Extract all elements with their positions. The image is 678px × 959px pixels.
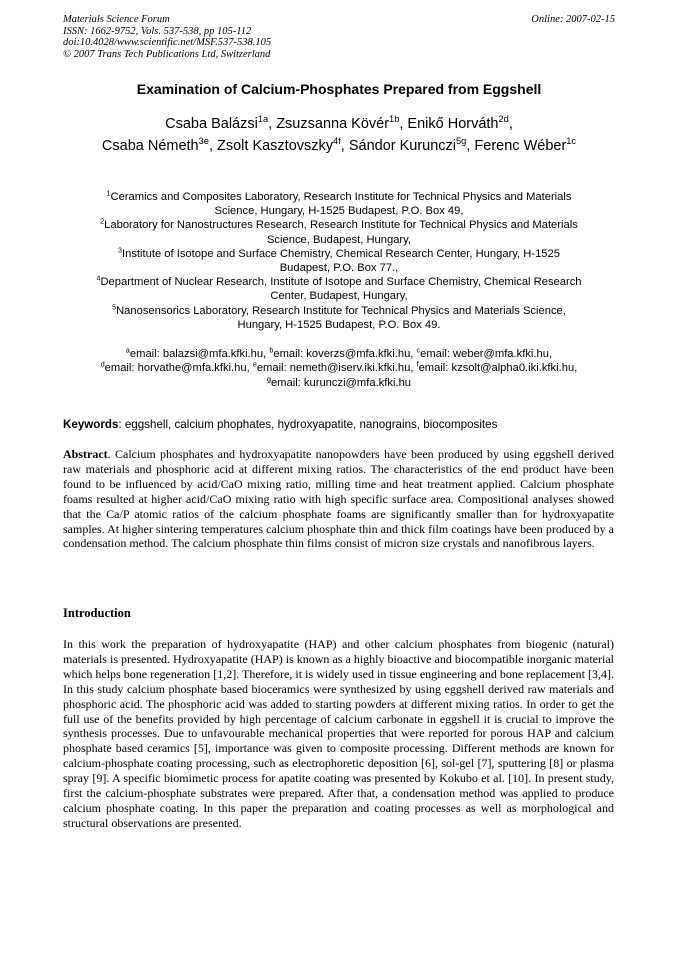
doi: doi:10.4028/www.scientific.net/MSF.537-538.105 <box>63 37 272 49</box>
author-name: Sándor Kurunczi <box>348 138 457 154</box>
affiliation: $^1$Ceramics and Composites Laboratory, Research Institute for Technical Physics and Materials Science, Hungary, H-1525 Budapest, P.O. Box 49, <box>106 189 572 218</box>
email-link[interactable]: email: kurunczi@mfa.kfki.hu <box>270 376 412 389</box>
email-list <box>52 347 626 390</box>
author-name: Zsolt Kasztovszky <box>217 138 334 154</box>
affiliations <box>60 190 618 332</box>
author-line: Csaba Balázsi$^{1a}$, Zsuzsanna Kövér$^{1b}$, Enikő Horváth$^{2d}$, <box>165 114 513 132</box>
online-date: Online: 2007-02-15 <box>531 14 615 25</box>
affiliation: $^4$Department of Nuclear Research, Institute of Isotope and Surface Chemistry, Chemical Research Center, Budapest, Hungary, <box>96 274 582 303</box>
author-sup: 2d <box>498 114 509 125</box>
email-link[interactable]: email: nemeth@iserv.iki.kfki.hu, <box>256 362 417 375</box>
author-line: Csaba Németh$^{3e}$, Zsolt Kasztovszky$^{4f}$, Sándor Kurunczi$^{5g}$, Ferenc Wéber$^{1c}$ <box>101 136 577 154</box>
author-name: Csaba Németh <box>101 138 199 154</box>
journal-header <box>63 14 271 60</box>
author-name: Zsuzsanna Kövér <box>276 116 390 132</box>
affiliation: $^5$Nanosensorics Laboratory, Research Institute for Technical Physics and Materials Science, Hungary, H-1525 Budapest, P.O. Box 49. <box>112 302 566 331</box>
keywords-label: Keywords <box>63 418 119 431</box>
issn: ISSN: 1662-9752, Vols. 537-538, pp 105-112 <box>63 25 252 37</box>
author-name: Csaba Balázsi <box>165 116 258 132</box>
affiliation: $^3$Institute of Isotope and Surface Chemistry, Chemical Research Center, Hungary, H-1525 Budapest, P.O. Box 77., <box>118 246 560 275</box>
email-line: $^g$email: kurunczi@mfa.kfki.hu <box>266 375 412 389</box>
abstract-label: Abstract <box>63 447 108 461</box>
email-line: $^d$email: horvathe@mfa.kfki.hu, $^e$email: nemeth@iserv.iki.kfki.hu, $^f$email: kzsolt@alpha0.iki.kfki.hu, <box>100 360 578 375</box>
author-name: Ferenc Wéber <box>474 138 567 154</box>
author-sup: 4f <box>333 136 341 147</box>
section-heading-introduction: Introduction <box>63 606 131 620</box>
email-line: $^a$email: balazsi@mfa.kfki.hu, $^b$email: koverzs@mfa.kfki.hu, $^c$email: weber@mfa.kfki.hu, <box>125 346 553 360</box>
journal-name: Materials Science Forum <box>63 14 170 25</box>
author-sup: 1c <box>566 136 577 147</box>
email-link[interactable]: email: kzsolt@alpha0.iki.kfki.hu, <box>418 362 578 375</box>
abstract-text: . Calcium phosphates and hydroxyapatite nanopowders have been produced by using eggshell derived raw materials and phosphoric acid at different mixing ratios. The characteristics of the end product have been found to be influenced by acid/CaO mixing ratio, milling time and heat treatment applied. Calcium phosphate foams resulted at higher acid/CaO mixing ratio with high specific surface area. Compositional analyses showed that the Ca/P atomic ratios of the calcium phosphate foams are significantly smaller than for hydroxyapatite samples. At higher sintering temperatures calcium phosphate thin and thick film coatings have been produced by a condensation method. The calcium phosphate thin films consist of micron size crystals and nanofibrous layers. <box>63 447 614 551</box>
author-sup: 1a <box>257 114 269 125</box>
author-sup: 1b <box>389 114 400 125</box>
email-link[interactable]: email: balazsi@mfa.kfki.hu, <box>129 348 270 360</box>
author-sup: 5g <box>456 136 467 147</box>
author-list <box>40 113 638 157</box>
affiliation: $^2$Laboratory for Nanostructures Research, Research Institute for Technical Physics and Materials Science, Budapest, Hungary, <box>100 217 578 246</box>
abstract <box>63 447 614 551</box>
email-link[interactable]: email: horvathe@mfa.kfki.hu, <box>104 362 253 375</box>
paper-title: Examination of Calcium-Phosphates Prepared from Eggshell <box>136 81 542 97</box>
keywords <box>63 418 623 431</box>
author-name: Enikő Horváth <box>407 116 499 132</box>
introduction-body: In this work the preparation of hydroxyapatite (HAP) and other calcium phosphates from biogenic (natural) materials is presented. Hydroxyapatite (HAP) is known as a highly bioactive and biocompatible inorganic material which helps bone regeneration [1,2]. Therefore, it is widely used in tissue engineering and bone replacement [3,4]. In this study calcium phosphate based bioceramics were synthesized by using eggshell derived raw materials and phosphoric acid. The phosphoric acid was added to starting powders at different mixing ratios. In order to get the full use of the benefits provided by high percentage of calcium carbonate in eggshell it is crucial to improve the synthesis processes. Due to unfavourable mechanical properties that were reported for porous HAP and calcium phosphate based ceramics [5], importance was given to composite processing. Different methods are known for calcium-phosphate coating processing, such as electrophoretic deposition [6], sol-gel [7], sputtering [8] or plasma spray [9]. A specific biomimetic process for apatite coating was presented by Kokubo et al. [10]. In present study, first the calcium-phosphate substrates were prepared. After that, a condensation method was applied to produce calcium phosphate coating. In this paper the preparation and coating processes as well as morphological and structural observations are presented. <box>63 637 614 830</box>
email-link[interactable]: email: weber@mfa.kfki.hu, <box>420 348 553 360</box>
keywords-text: : eggshell, calcium phophates, hydroxyapatite, nanograins, biocomposites <box>118 418 498 431</box>
copyright: © 2007 Trans Tech Publications Ltd, Switzerland <box>63 48 271 60</box>
author-sup: 3e <box>198 136 209 147</box>
email-link[interactable]: email: koverzs@mfa.kfki.hu, <box>273 348 417 360</box>
